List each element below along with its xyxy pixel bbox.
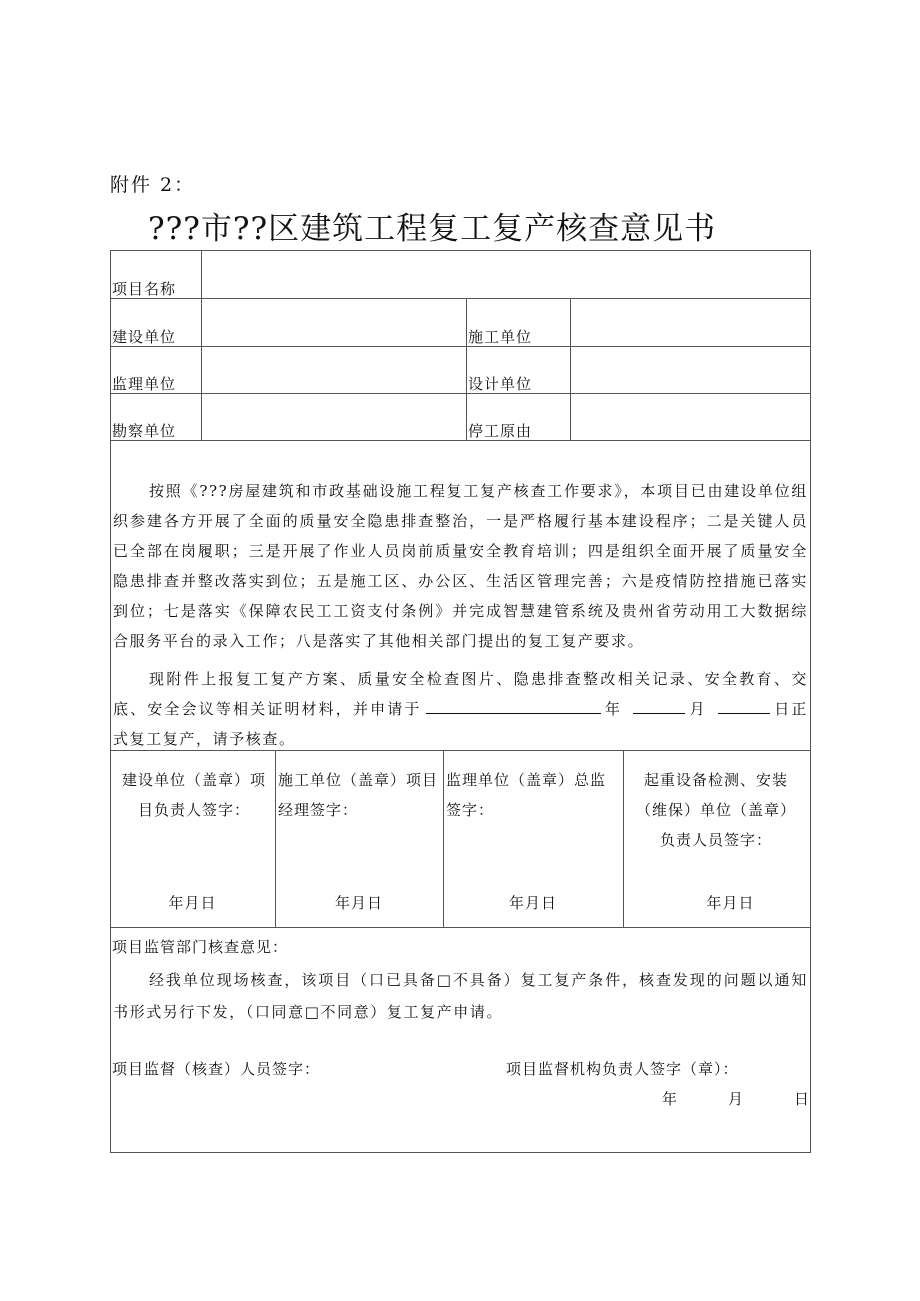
review-day: 日 [794, 1090, 811, 1108]
designer-label: 设计单位 [468, 375, 533, 393]
contractor-date: 年月日 [334, 894, 383, 912]
statement-paragraph: 按照《???房屋建筑和市政基础设施工程复工复产核查工作要求》，本项目已由建设单位组织参建各方开展了全面的质量安全隐患排查整治，一是严格履行基本建设程序；二是关键人员已全部在岗履职；三是开展了作业人员岗前质量安全教育培训；四是组织全面开展了质量安全隐患排查并整改落实到位；五是施工区、办公区、生活区管理完善；六是疫情防控措施已落实到位；七是落实《保障农民工工资支付条例》并完成智慧建管系统及贵州省劳动用工大数据综合服务平台的录入工作；八是落实了其他相关部门提出的复工复产要求。 [113, 482, 808, 650]
supervisor-label: 监理单位 [112, 375, 177, 393]
crane-inspector-signature: 起重设备检测、安装（维保）单位（盖章）负责人员签字： [635, 771, 796, 849]
crane-inspector-date: 年月日 [706, 894, 755, 912]
owner-date: 年月日 [168, 894, 217, 912]
contractor-signature: 施工单位（盖章）项目经理签字： [278, 771, 439, 819]
month-blank[interactable] [633, 699, 685, 714]
owner-label: 建设单位 [112, 328, 177, 346]
supervisor-signature: 监理单位（盖章）总监签字： [446, 771, 607, 819]
project-name-label: 项目名称 [112, 280, 177, 298]
review-heading: 项目监管部门核查意见： [112, 938, 289, 956]
review-month: 月 [728, 1090, 745, 1108]
day-blank[interactable] [718, 699, 770, 714]
head-signature-label: 项目监督机构负责人签字（章）： [506, 1060, 739, 1078]
year-blank[interactable] [426, 699, 601, 714]
supervisor-date: 年月日 [508, 894, 557, 912]
contractor-label: 施工单位 [468, 328, 533, 346]
review-body: 经我单位现场核查，该项目（口已具备□不具备）复工复产条件，核查发现的问题以通知书形式另行下发，（口同意□不同意）复工复产申请。 [113, 971, 808, 1021]
page-title: ???市??区建筑工程复工复产核查意见书 [148, 211, 717, 247]
application-paragraph: 现附件上报复工复产方案、质量安全检查图片、隐患排查整改相关记录、安全教育、交底、安全会议等相关证明材料，并申请于 年 月 日正式复工复产，请予核查。 [113, 670, 809, 748]
review-year: 年 [662, 1090, 679, 1108]
owner-signature: 建设单位（盖章）项目负责人签字： [121, 771, 266, 819]
stop-reason-label: 停工原由 [468, 422, 533, 440]
attachment-label: 附件 2： [110, 174, 196, 196]
surveyor-label: 勘察单位 [112, 422, 177, 440]
inspector-signature-label: 项目监督（核查）人员签字： [112, 1060, 321, 1078]
